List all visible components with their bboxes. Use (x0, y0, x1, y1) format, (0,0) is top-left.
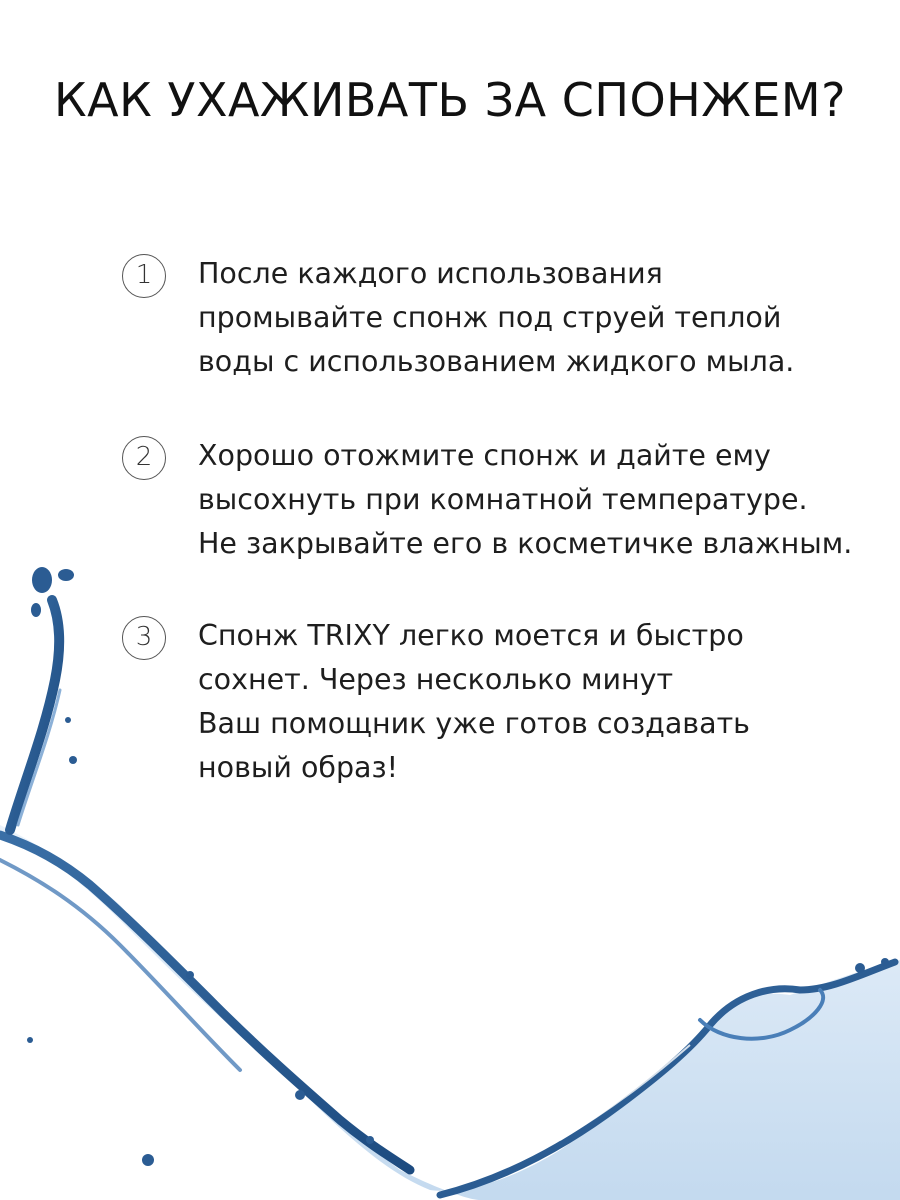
step-text-line: новый образ! (198, 751, 399, 784)
step-text-line: промывайте спонж под струей теплой (198, 301, 782, 334)
step-text-line: Спонж TRIXY легко моется и быстро (198, 619, 744, 652)
water-body (0, 825, 900, 1200)
step-text (198, 252, 878, 384)
step-text (198, 614, 878, 790)
water-jet-inner (18, 690, 60, 825)
water-crest-left-inner (0, 860, 240, 1070)
step-text-line: Хорошо отожмите спонж и дайте ему (198, 439, 771, 472)
step-number-badge: 1 (122, 254, 166, 298)
water-crest-left (0, 835, 410, 1170)
step-number-badge: 2 (122, 436, 166, 480)
step-text (198, 434, 878, 566)
water-highlights (20, 900, 690, 1150)
step-text-line: сохнет. Через несколько минут (198, 663, 674, 696)
water-crest-right (440, 962, 895, 1195)
water-crest-right-loop (700, 990, 823, 1039)
page-title: КАК УХАЖИВАТЬ ЗА СПОНЖЕМ? (54, 73, 846, 127)
step-text-line: Не закрывайте его в косметичке влажным. (198, 527, 853, 560)
step-text-line: воды с использованием жидкого мыла. (198, 345, 795, 378)
step-text-line: Ваш помощник уже готов создавать (198, 707, 750, 740)
step-text-line: После каждого использования (198, 257, 663, 290)
step-number-badge: 3 (122, 616, 166, 660)
step-text-line: высохнуть при комнатной температуре. (198, 483, 808, 516)
water-jet (10, 600, 59, 830)
